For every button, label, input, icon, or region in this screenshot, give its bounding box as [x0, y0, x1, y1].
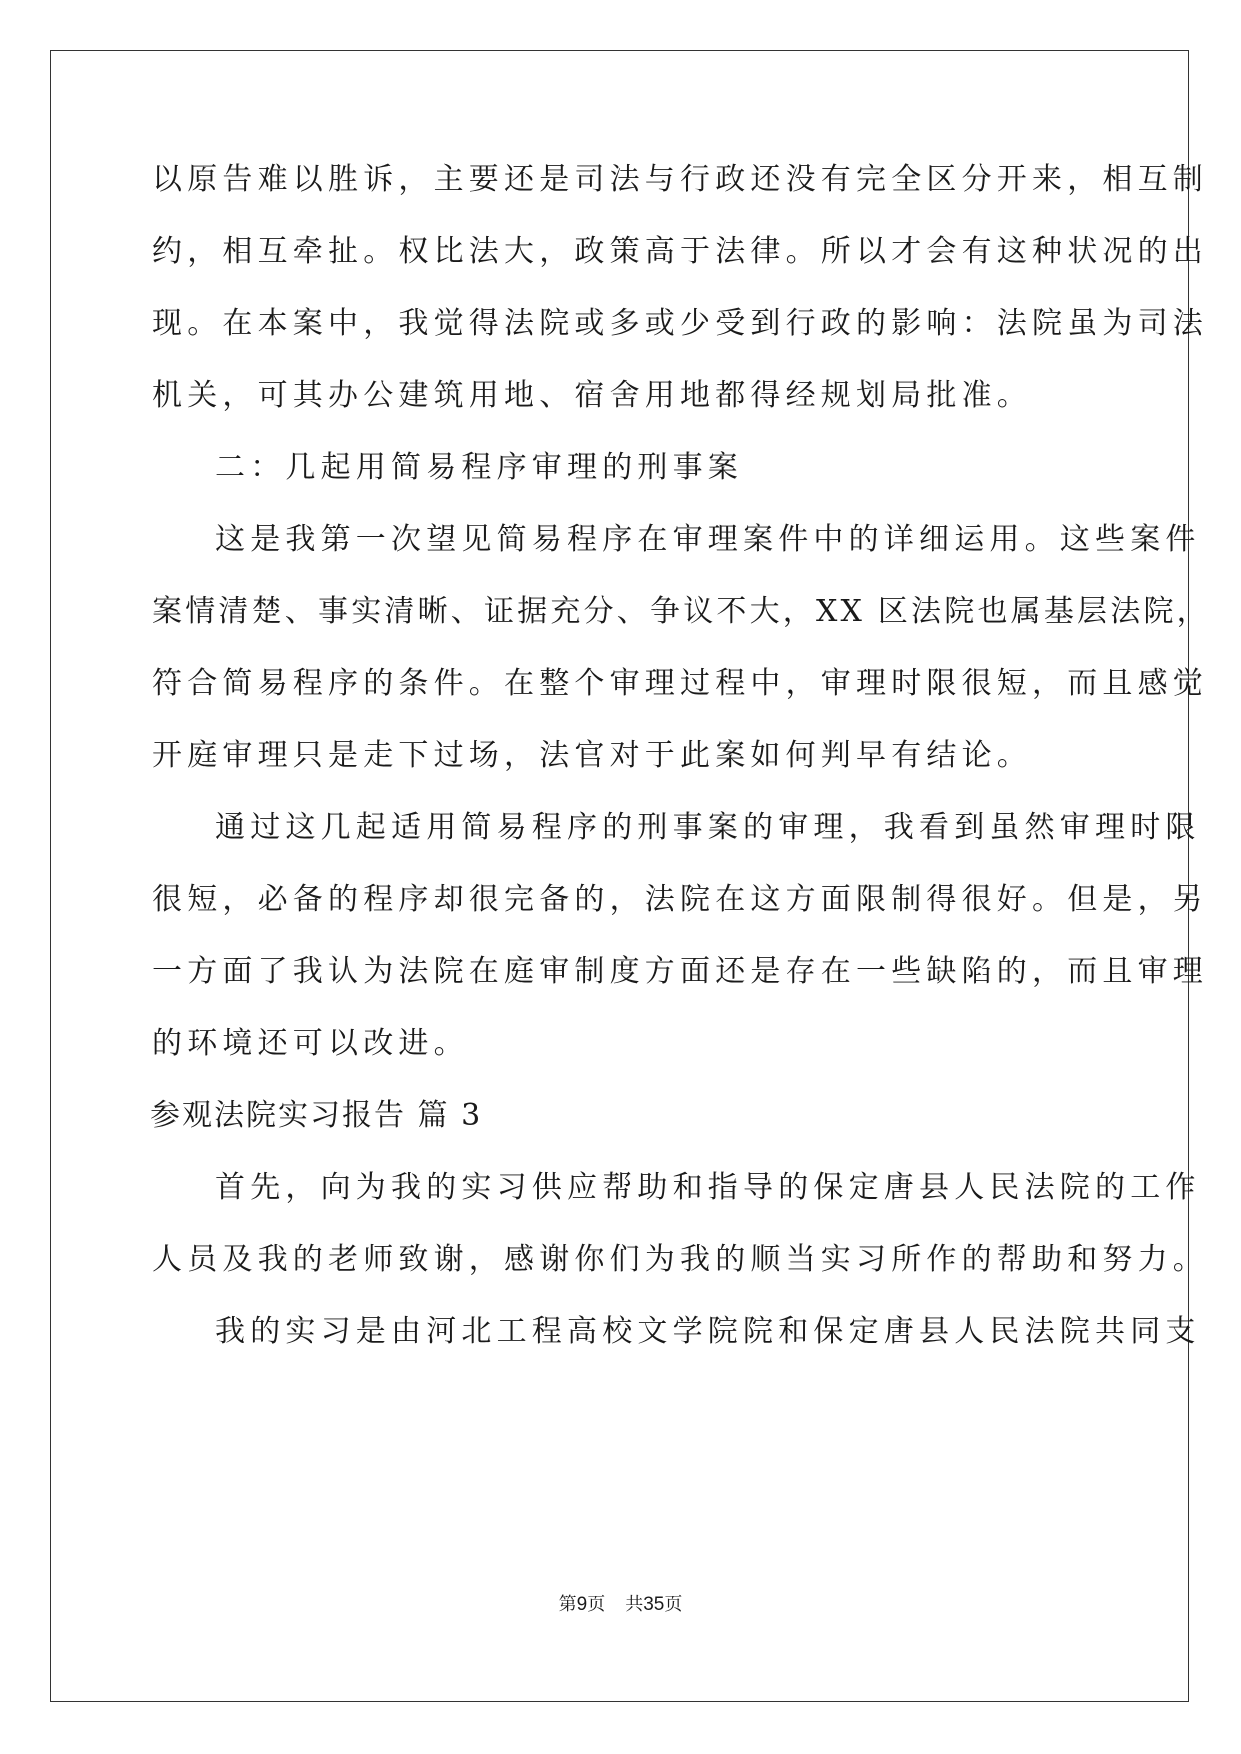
section-subheading: 二：几起用简易程序审理的刑事案 — [215, 450, 743, 485]
paragraph-line: 的环境还可以改进。 — [152, 1026, 469, 1061]
page-number: 9 — [576, 1594, 588, 1615]
page-footer — [0, 1593, 1241, 1617]
section-heading: 参观法院实习报告 篇 3 — [150, 1098, 483, 1133]
paragraph-line: 约，相互牵扯。权比法大，政策高于法律。所以才会有这种状况的出 — [152, 234, 1208, 269]
paragraph-line: 现。在本案中，我觉得法院或多或少受到行政的影响：法院虽为司法 — [152, 306, 1208, 341]
paragraph-line: 很短，必备的程序却很完备的，法院在这方面限制得很好。但是，另 — [152, 882, 1208, 917]
total-prefix: 共 — [625, 1594, 644, 1615]
page-suffix: 页 — [587, 1594, 606, 1615]
paragraph-line: 机关，可其办公建筑用地、宿舍用地都得经规划局批准。 — [152, 378, 1032, 413]
page-border — [50, 50, 1189, 1702]
paragraph-line: 这是我第一次望见简易程序在审理案件中的详细运用。这些案件 — [215, 522, 1201, 557]
total-pages: 35 — [643, 1594, 665, 1615]
paragraph-line: 一方面了我认为法院在庭审制度方面还是存在一些缺陷的，而且审理 — [152, 954, 1208, 989]
paragraph-line: 符合简易程序的条件。在整个审理过程中，审理时限很短，而且感觉 — [152, 666, 1208, 701]
paragraph-line: 我的实习是由河北工程高校文学院院和保定唐县人民法院共同支 — [215, 1314, 1201, 1349]
paragraph-line: 以原告难以胜诉，主要还是司法与行政还没有完全区分开来，相互制 — [152, 162, 1208, 197]
paragraph-line: 首先，向为我的实习供应帮助和指导的保定唐县人民法院的工作 — [215, 1170, 1201, 1205]
paragraph-line: 开庭审理只是走下过场，法官对于此案如何判早有结论。 — [152, 738, 1032, 773]
paragraph-line: 人员及我的老师致谢，感谢你们为我的顺当实习所作的帮助和努力。 — [152, 1242, 1208, 1277]
paragraph-line: 案情清楚、事实清晰、证据充分、争议不大，XX 区法院也属基层法院， — [152, 594, 1210, 629]
page-prefix: 第 — [558, 1594, 577, 1615]
paragraph-line: 通过这几起适用简易程序的刑事案的审理，我看到虽然审理时限 — [215, 810, 1201, 845]
total-suffix: 页 — [664, 1594, 683, 1615]
